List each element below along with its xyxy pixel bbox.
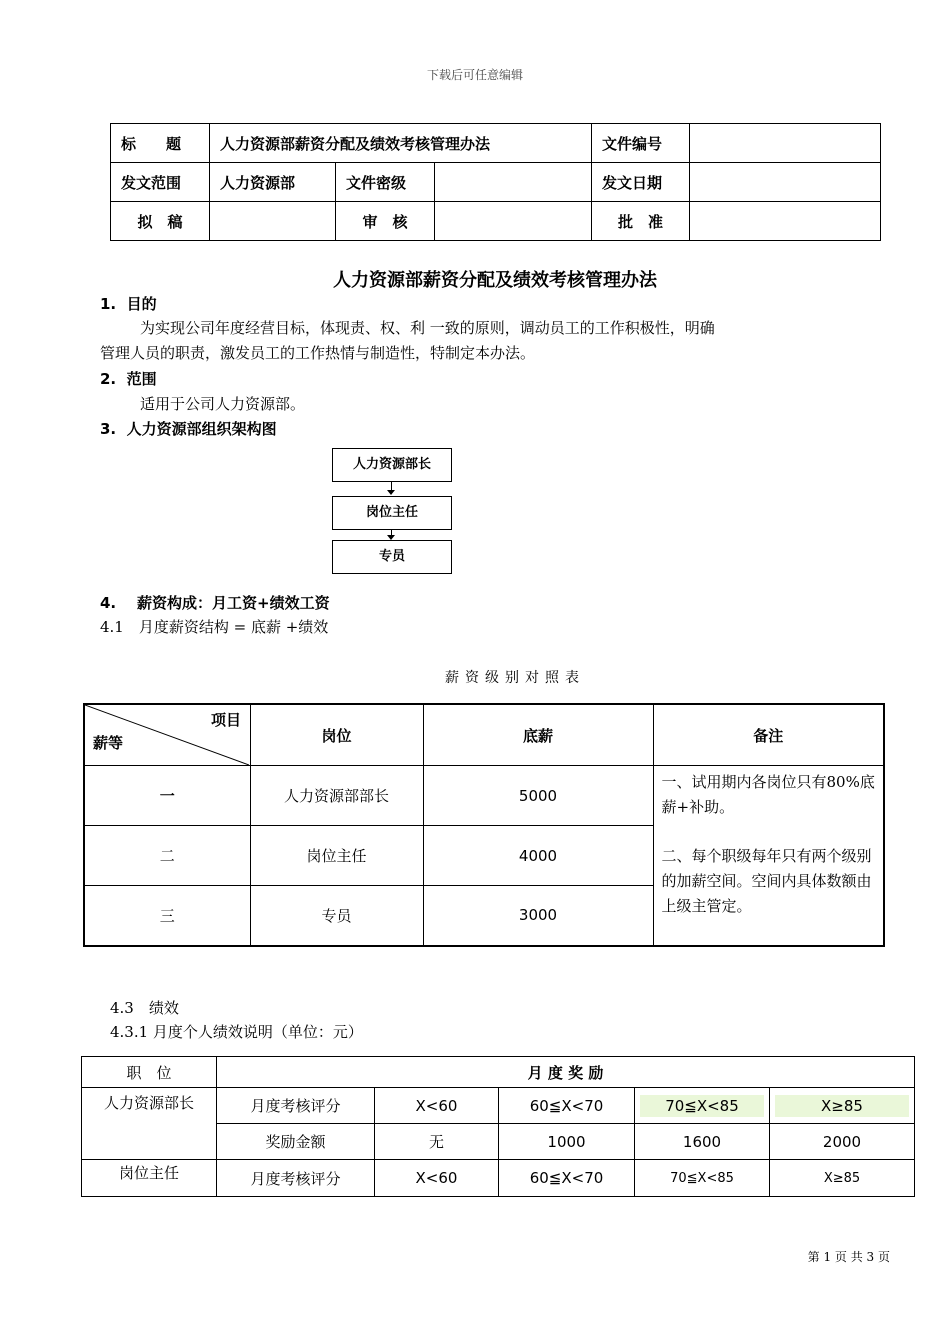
amount-value: 2000 [770,1124,915,1160]
label-issue-date: 发文日期 [592,163,690,202]
value-doc-number [690,124,881,163]
score-range: X<60 [375,1160,499,1197]
grade-cell: 二 [84,826,250,886]
header-remarks: 备注 [653,704,884,766]
grade-cell: 三 [84,886,250,946]
score-range: 60≦X<70 [499,1088,635,1124]
position-cell: 岗位主任 [250,826,423,886]
remark-2: 二、每个职级每年只有两个级别的加薪空间。空间内具体数额由上级主管定。 [661,847,872,915]
value-approver [690,202,881,241]
base-salary-cell: 5000 [423,766,653,826]
section-1-text-line2: 管理人员的职责，激发员工的工作热情与制造性，特制定本办法。 [100,344,536,362]
value-title: 人力资源部薪资分配及绩效考核管理办法 [210,124,592,163]
page-footer: 第 1 页 共 3 页 [807,1250,890,1264]
value-scope: 人力资源部 [210,163,336,202]
amount-value: 无 [375,1124,499,1160]
label-approver: 批 准 [592,202,690,241]
section-4-heading: 4. 薪资构成：月工资+绩效工资 [100,594,330,612]
score-label: 月度考核评分 [217,1160,375,1197]
section-4-3-heading: 4.3 绩效 [110,999,179,1017]
section-1-text-line1: 为实现公司年度经营目标，体现责、权、利 一致的原则，调动员工的工作积极性，明确 [140,319,715,337]
document-title: 人力资源部薪资分配及绩效考核管理办法 [333,270,657,291]
top-note: 下载后可任意编辑 [426,68,523,82]
label-drafter: 拟 稿 [111,202,210,241]
score-label: 月度考核评分 [217,1088,375,1124]
value-secrecy [435,163,592,202]
org-connector [391,482,392,490]
remarks-cell [653,766,884,946]
document-info-table [110,123,881,241]
score-range: 70≦X<85 [635,1160,770,1197]
header-monthly-reward: 月 度 奖 励 [217,1057,915,1088]
section-4-3-1-heading: 4.3.1 月度个人绩效说明（单位：元） [110,1023,363,1041]
position-head: 人力资源部长 [82,1088,217,1160]
score-range: X<60 [375,1088,499,1124]
label-title: 标 题 [111,124,210,163]
org-node-supervisor: 岗位主任 [332,496,452,530]
amount-value: 1600 [635,1124,770,1160]
label-doc-number: 文件编号 [592,124,690,163]
section-4-1-text: 4.1 月度薪资结构 = 底薪 +绩效 [100,618,329,636]
value-drafter [210,202,336,241]
diagonal-header-cell [84,704,250,766]
score-range: X≥85 [770,1160,915,1197]
position-cell: 人力资源部部长 [250,766,423,826]
value-issue-date [690,163,881,202]
header-position: 职 位 [82,1057,217,1088]
header-base-salary: 底薪 [423,704,653,766]
monthly-bonus-table [81,1056,915,1197]
org-arrow-icon [387,490,395,495]
label-secrecy: 文件密级 [336,163,435,202]
section-3-heading: 3. 人力资源部组织架构图 [100,420,277,438]
base-salary-cell: 4000 [423,826,653,886]
label-scope: 发文范围 [111,163,210,202]
value-reviewer [435,202,592,241]
section-1-heading: 1. 目的 [100,295,157,313]
section-2-text: 适用于公司人力资源部。 [140,395,306,413]
remark-1: 一、试用期内各岗位只有80%底薪+补助。 [661,773,875,816]
score-range-highlighted: 70≦X<85 [635,1088,770,1124]
header-position: 岗位 [250,704,423,766]
salary-grade-table [83,703,885,947]
position-supervisor: 岗位主任 [82,1160,217,1197]
score-range: 60≦X<70 [499,1160,635,1197]
org-node-specialist: 专员 [332,540,452,574]
salary-table-caption: 薪资级别对照表 [445,670,585,686]
label-reviewer: 审 核 [336,202,435,241]
section-2-heading: 2. 范围 [100,370,157,388]
position-cell: 专员 [250,886,423,946]
amount-value: 1000 [499,1124,635,1160]
org-node-head: 人力资源部长 [332,448,452,482]
base-salary-cell: 3000 [423,886,653,946]
score-range-highlighted: X≥85 [770,1088,915,1124]
corner-label-item: 项目 [210,711,241,729]
amount-label: 奖励金额 [217,1124,375,1160]
grade-cell: 一 [84,766,250,826]
corner-label-grade: 薪等 [93,734,124,752]
